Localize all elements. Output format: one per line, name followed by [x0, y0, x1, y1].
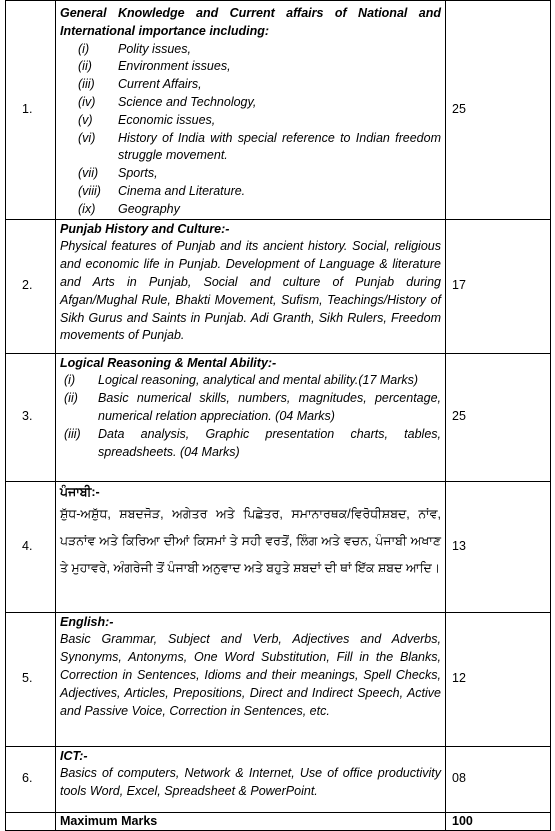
serial-number: 2. — [6, 219, 56, 353]
syllabus-table — [5, 0, 551, 831]
list-item: (vi) History of India with special reference to Indian freedom struggle movement. — [78, 130, 441, 163]
subject-heading: ਪੰਜਾਬੀ:- — [60, 484, 100, 499]
list-item: (i) Logical reasoning, analytical and mental ability.(17 Marks) — [64, 373, 419, 388]
marks-cell: 12 — [446, 612, 551, 746]
table-row — [6, 1, 551, 220]
subject-cell — [56, 612, 446, 746]
topic-list — [60, 41, 441, 219]
subject-heading: ICT:- — [60, 748, 88, 763]
marks-cell: 25 — [446, 353, 551, 481]
topic-list — [60, 372, 441, 461]
total-marks: 100 — [446, 812, 551, 831]
subject-cell — [56, 353, 446, 481]
subject-cell — [56, 219, 446, 353]
table-row — [6, 746, 551, 812]
empty-cell — [6, 812, 56, 831]
list-item: (ii) Basic numerical skills, numbers, magnitudes, percentage, numerical relation appreciation. (04 Marks) — [64, 391, 441, 423]
table-row — [6, 612, 551, 746]
serial-number: 1. — [6, 1, 56, 220]
table-row — [6, 353, 551, 481]
subject-heading: English:- — [60, 614, 114, 629]
list-item: (vii) Sports, — [78, 166, 158, 181]
marks-cell: 17 — [446, 219, 551, 353]
subject-body: Physical features of Punjab and its ancient history. Social, religious and economic life in Punjab. Development of Language & literature and Arts in Punjab, Social and culture of Punjab during Afgan/Mughal Rule, Bhakti Movement, Sufism, Teachings/History of Sikh Gurus and Saints in Punjab. Adi Granth, Sikh Rulers, Freedom movements of Punjab. — [60, 239, 441, 343]
subject-heading: General Knowledge and Current affairs of National and International importance including: — [60, 6, 441, 38]
serial-number: 4. — [6, 481, 56, 612]
subject-cell — [56, 1, 446, 220]
total-row — [6, 812, 551, 831]
list-item: (viii) Cinema and Literature. — [78, 183, 246, 198]
subject-heading: Logical Reasoning & Mental Ability:- — [60, 355, 277, 370]
list-item: (iii) Current Affairs, — [78, 77, 202, 92]
subject-body: Basic Grammar, Subject and Verb, Adjectives and Adverbs, Synonyms, Antonyms, One Word Substitution, Fill in the Blanks, Correction in Sentences, Idioms and their meanings, Spell Checks, Adjectives, Articles, Prepositions, Direct and Indirect Speech, Active and Passive Voice, Correction in Sentences, etc. — [60, 632, 441, 718]
list-item: (ii) Environment issues, — [78, 59, 231, 74]
total-label: Maximum Marks — [56, 812, 446, 831]
subject-body: ਸ਼ੁੱਧ-ਅਸ਼ੁੱਧ, ਸ਼ਬਦਜੋੜ, ਅਗੇਤਰ ਅਤੇ ਪਿਛੇਤਰ, ਸਮਾਨਾਰਥਕ/ਵਿਰੋਧੀਸ਼ਬਦ, ਨਾਂਵ, ਪੜਨਾਂਵ ਅਤੇ ਕਿਰਿਆ ਦੀਆਂ ਕਿਸਮਾਂ ਤੇ ਸਹੀ ਵਰਤੋਂ, ਲਿੰਗ ਅਤੇ ਵਚਨ, ਪੰਜਾਬੀ ਅਖਾਣ ਤੇ ਮੁਹਾਵਰੇ, ਅੰਗਰੇਜੀ ਤੋਂ ਪੰਜਾਬੀ ਅਨੁਵਾਦ ਅਤੇ ਬਹੁਤੇ ਸ਼ਬਦਾਂ ਦੀ ਥਾਂ ਇੱਕ ਸ਼ਬਦ ਆਦਿ। — [60, 506, 441, 575]
list-item: (i) Polity issues, — [78, 41, 191, 56]
serial-number: 6. — [6, 746, 56, 812]
list-item: (ix) Geography — [78, 201, 180, 216]
list-item: (iv) Science and Technology, — [78, 94, 257, 109]
table-row — [6, 219, 551, 353]
subject-body: Basics of computers, Network & Internet, Use of office productivity tools Word, Excel, Spreadsheet & PowerPoint. — [60, 766, 441, 799]
list-item: (iii) Data analysis, Graphic presentation charts, tables, spreadsheets. (04 Marks) — [64, 426, 441, 459]
marks-cell: 25 — [446, 1, 551, 220]
marks-cell: 13 — [446, 481, 551, 612]
table-row — [6, 481, 551, 612]
subject-heading: Punjab History and Culture:- — [60, 221, 230, 236]
serial-number: 5. — [6, 612, 56, 746]
list-item: (v) Economic issues, — [78, 112, 216, 127]
marks-cell: 08 — [446, 746, 551, 812]
subject-cell — [56, 481, 446, 612]
serial-number: 3. — [6, 353, 56, 481]
subject-cell — [56, 746, 446, 812]
